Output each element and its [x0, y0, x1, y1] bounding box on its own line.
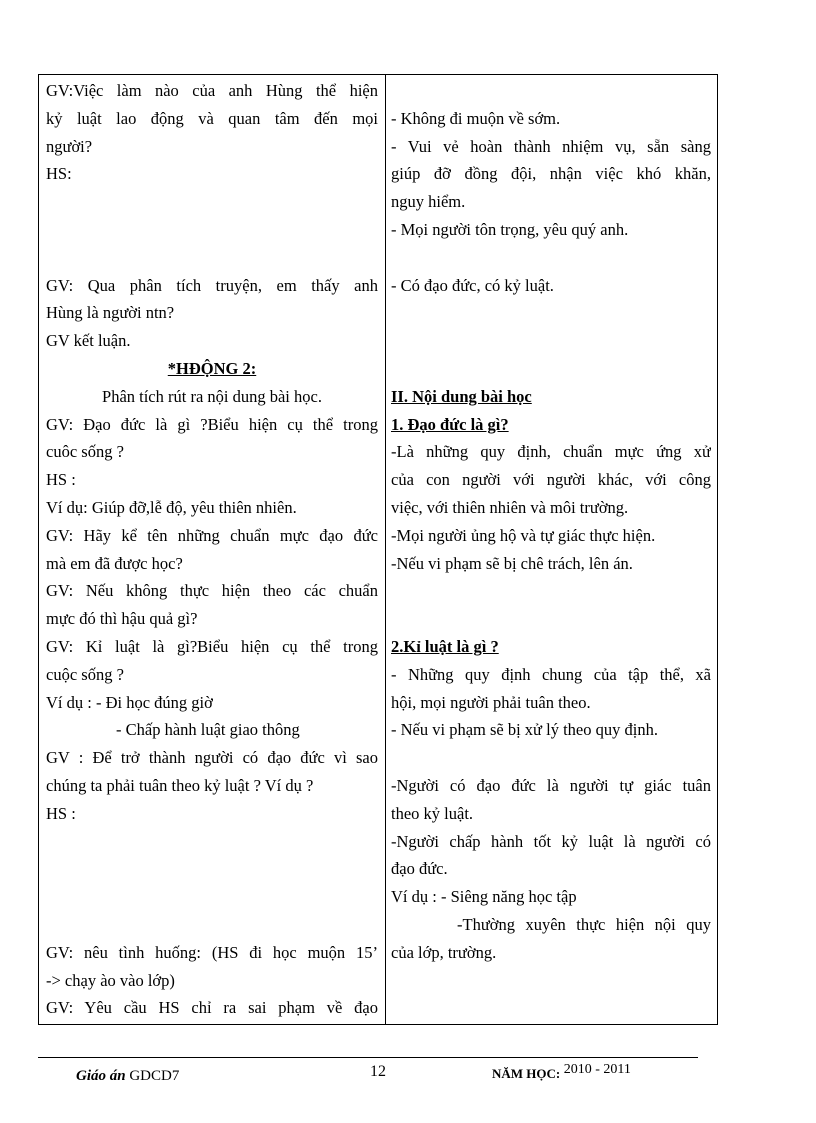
right-column-line: nguy hiểm. — [391, 192, 466, 212]
right-column-line — [391, 744, 711, 772]
right-column-line: -Người chấp hành tốt kỷ luật là người có — [391, 831, 711, 851]
right-column-line: - Không đi muộn về sớm. — [391, 108, 561, 128]
left-column-line: kỷ luật lao động và quan tâm đến mọi — [46, 108, 378, 128]
left-column-line: cuộc sống ? — [46, 664, 124, 684]
left-column-line: GV: Nếu không thực hiện theo các chuẩn — [46, 581, 378, 601]
right-column-line — [391, 605, 711, 633]
left-column-line: mà em đã được học? — [46, 553, 183, 573]
left-column-line: HS : — [46, 470, 76, 490]
left-column-line: HS : — [46, 803, 76, 823]
right-column-line — [391, 77, 711, 105]
left-column-line: Ví dụ : - Đi học đúng giờ — [46, 692, 213, 712]
right-column-line: theo kỷ luật. — [391, 803, 474, 823]
right-column-line: đạo đức. — [391, 859, 448, 879]
left-column-line — [46, 216, 378, 244]
left-column-line: GV: Đạo đức là gì ?Biểu hiện cụ thể trong — [46, 414, 378, 434]
left-column-line — [46, 883, 378, 911]
footer-rule — [38, 1057, 698, 1058]
left-column-line: GV: Yêu cầu HS chỉ ra sai phạm về đạo — [46, 998, 378, 1018]
right-column-line: 2.Kỉ luật là gì ? — [391, 636, 499, 656]
left-column-line — [46, 828, 378, 856]
right-column-line: Ví dụ : - Siêng năng học tập — [391, 887, 577, 907]
left-column-line: Ví dụ: Giúp đỡ,lễ độ, yêu thiên nhiên. — [46, 497, 297, 517]
right-column-line — [391, 244, 711, 272]
left-column-line: GV: Kỉ luật là gì?Biểu hiện cụ thể trong — [46, 636, 378, 656]
right-column-line: II. Nội dung bài học — [391, 386, 532, 406]
left-column-line — [46, 855, 378, 883]
right-column-line: -Mọi người ủng hộ và tự giác thực hiện. — [391, 525, 656, 545]
left-column-line: HS: — [46, 164, 72, 184]
right-column-line: hội, mọi người phải tuân theo. — [391, 692, 591, 712]
right-column-line: - Nếu vi phạm sẽ bị xử lý theo quy định. — [391, 720, 658, 740]
footer-title — [76, 1068, 179, 1085]
footer-subject: GDCD7 — [129, 1068, 180, 1084]
left-column-line: người? — [46, 136, 93, 156]
right-column-line — [391, 577, 711, 605]
right-column-line: giúp đỡ đồng đội, nhận việc khó khăn, — [391, 164, 711, 184]
left-column-line: GV: nêu tình huống: (HS đi học muộn 15’ — [46, 942, 378, 962]
right-column-line — [391, 355, 711, 383]
right-column-line: - Những quy định chung của tập thể, xã — [391, 664, 711, 684]
right-column-line: -Người có đạo đức là người tự giác tuân — [391, 775, 711, 795]
right-column-line: 1. Đạo đức là gì? — [391, 414, 509, 434]
column-divider — [385, 75, 386, 1024]
left-column-line: GV: Hãy kể tên những chuẩn mực đạo đức — [46, 525, 378, 545]
teacher-activity-column — [46, 77, 378, 1022]
left-column-line: GV kết luận. — [46, 331, 131, 351]
right-column-line: việc, với thiên nhiên và môi trường. — [391, 497, 629, 517]
left-column-line: mực đó thì hậu quả gì? — [46, 609, 198, 629]
right-column-line — [391, 327, 711, 355]
left-column-line: *HĐỘNG 2: — [167, 358, 257, 378]
right-column-line: của con người với người khác, với công — [391, 470, 711, 490]
right-column-line: - Có đạo đức, có kỷ luật. — [391, 275, 554, 295]
lesson-content-column — [391, 77, 711, 967]
right-column-line: - Mọi người tôn trọng, yêu quý anh. — [391, 219, 629, 239]
left-column-line: - Chấp hành luật giao thông — [116, 720, 300, 740]
lesson-table — [38, 74, 718, 1025]
left-column-line: cuôc sống ? — [46, 442, 124, 462]
left-column-line — [46, 911, 378, 939]
left-column-line: GV : Để trở thành người có đạo đức vì sao — [46, 748, 378, 768]
right-column-line: của lớp, trường. — [391, 942, 497, 962]
left-column-line: Hùng là người ntn? — [46, 303, 175, 323]
footer-giao-an: Giáo án — [76, 1068, 126, 1084]
right-column-line: -Thường xuyên thực hiện nội quy — [457, 914, 711, 934]
left-column-line: Phân tích rút ra nội dung bài học. — [102, 386, 322, 406]
left-column-line — [46, 188, 378, 216]
footer-year: 2010 - 2011 — [563, 1062, 631, 1077]
footer-school-year — [492, 1062, 631, 1083]
left-column-line: GV: Qua phân tích truyện, em thấy anh — [46, 275, 378, 295]
right-column-line: -Là những quy định, chuẩn mực ứng xử — [391, 442, 711, 462]
footer-nam-hoc-label: NĂM HỌC: — [492, 1066, 561, 1081]
left-column-line: chúng ta phải tuân theo kỷ luật ? Ví dụ ? — [46, 775, 314, 795]
right-column-line — [391, 299, 711, 327]
left-column-line: -> chạy ào vào lớp) — [46, 970, 175, 990]
left-column-line: GV:Việc làm nào của anh Hùng thể hiện — [46, 81, 378, 100]
right-column-line: -Nếu vi phạm sẽ bị chê trách, lên án. — [391, 553, 633, 573]
left-column-line — [46, 244, 378, 272]
page-number: 12 — [370, 1063, 386, 1080]
right-column-line: - Vui vẻ hoàn thành nhiệm vụ, sẵn sàng — [391, 136, 711, 156]
